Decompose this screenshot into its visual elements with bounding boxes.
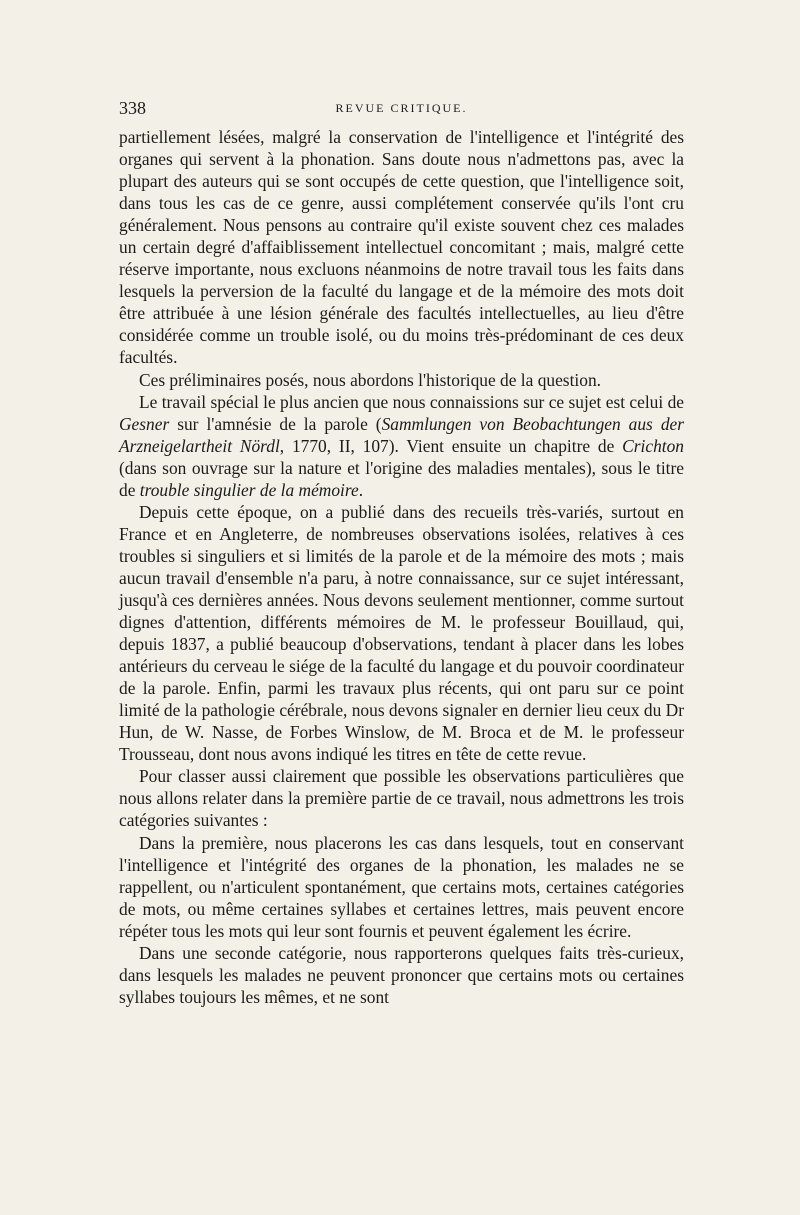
text-run: Le travail spécial le plus ancien que nous connaissions sur ce sujet est celui de bbox=[139, 391, 684, 412]
paragraph-second-category: Dans une seconde catégorie, nous rapporterons quelques faits très-curieux, dans lesquels les malades ne peuvent prononcer que certains mots ou certaines syllabes toujours les mêmes, et ne sont bbox=[119, 942, 684, 1007]
paragraph-classification: Pour classer aussi clairement que possible les observations particulières que nous allons relater dans la première partie de ce travail, nous admettrons les trois catégories suivantes : bbox=[119, 766, 684, 831]
paragraph-first-category: Dans la première, nous placerons les cas dans lesquels, tout en conservant l'intelligence et l'intégrité des organes de la phonation, les malades ne se rappellent, ou n'articulent spontanément, que certains mots, certaines catégories de mots, ou même certaines syllabes et certaines lettres, mais peuvent encore répéter tous les mots qui leur sont fournis et peuvent également les écrire. bbox=[119, 832, 684, 941]
text-run: . bbox=[358, 479, 364, 500]
author-gesner: Gesner bbox=[119, 413, 170, 434]
chapter-title: trouble singulier de la mémoire bbox=[139, 479, 359, 500]
journal-title: REVUE CRITIQUE. bbox=[335, 101, 468, 115]
text-run: , 1770, II, 107). Vient ensuite un chapitre de bbox=[279, 435, 623, 456]
running-head bbox=[119, 98, 684, 122]
text-run: (dans son ouvrage sur la nature et l'origine des maladies mentales), sous le titre de bbox=[119, 457, 684, 500]
citation-title: Sammlungen von Beobachtungen aus der Arzneigelartheit Nördl bbox=[119, 413, 684, 456]
paragraph-since-then: Depuis cette époque, on a publié dans des recueils très-variés, surtout en France et en Angleterre, de nombreuses observations isolées, relatives à ces troubles si singuliers et si limités de la parole et de la mémoire des mots ; mais aucun travail d'ensemble n'a paru, à notre connaissance, sur ce sujet intéressant, jusqu'à ces dernières années. Nous devons seulement mentionner, comme surtout dignes d'attention, différents mémoires de M. le professeur Bouillaud, qui, depuis 1837, a publié beaucoup d'observations, tendant à placer dans les lobes antérieurs du cerveau le siége de la faculté du langage et du pouvoir coordinateur de la parole. Enfin, parmi les travaux plus récents, qui ont paru sur ce point limité de la pathologie cérébrale, nous devons signaler en dernier lieu ceux du Dr Hun, de W. Nasse, de Forbes Winslow, de M. Broca et de M. le professeur Trousseau, dont nous avons indiqué les titres en tête de cette revue. bbox=[119, 501, 684, 765]
paragraph-earliest-work bbox=[119, 391, 684, 501]
page-number: 338 bbox=[119, 98, 146, 118]
book-page bbox=[119, 98, 684, 1008]
paragraph-preliminaries: Ces préliminaires posés, nous abordons l'historique de la question. bbox=[139, 369, 601, 390]
author-crichton: Crichton bbox=[622, 435, 684, 456]
paragraph-intelligence-reserve: partiellement lésées, malgré la conservation de l'intelligence et l'intégrité des organes qui servent à la phonation. Sans doute nous n'admettons pas, avec la plupart des auteurs qui se sont occupés de cette question, que l'intelligence soit, dans tous les cas de ce genre, aussi complétement conservée qu'ils l'ont cru généralement. Nous pensons au contraire qu'il existe souvent chez ces malades un certain degré d'affaiblissement intellectuel concomitant ; mais, malgré cette réserve importante, nous excluons néanmoins de notre travail tous les faits dans lesquels la perversion de la faculté du langage et de la mémoire des mots doit être attribuée à une lésion générale des facultés intellectuelles, au lieu d'être considérée comme un trouble isolé, ou du moins très-prédominant de ces deux facultés. bbox=[119, 127, 684, 368]
body-text bbox=[119, 126, 684, 1008]
text-run: sur l'amnésie de la parole ( bbox=[169, 413, 382, 434]
